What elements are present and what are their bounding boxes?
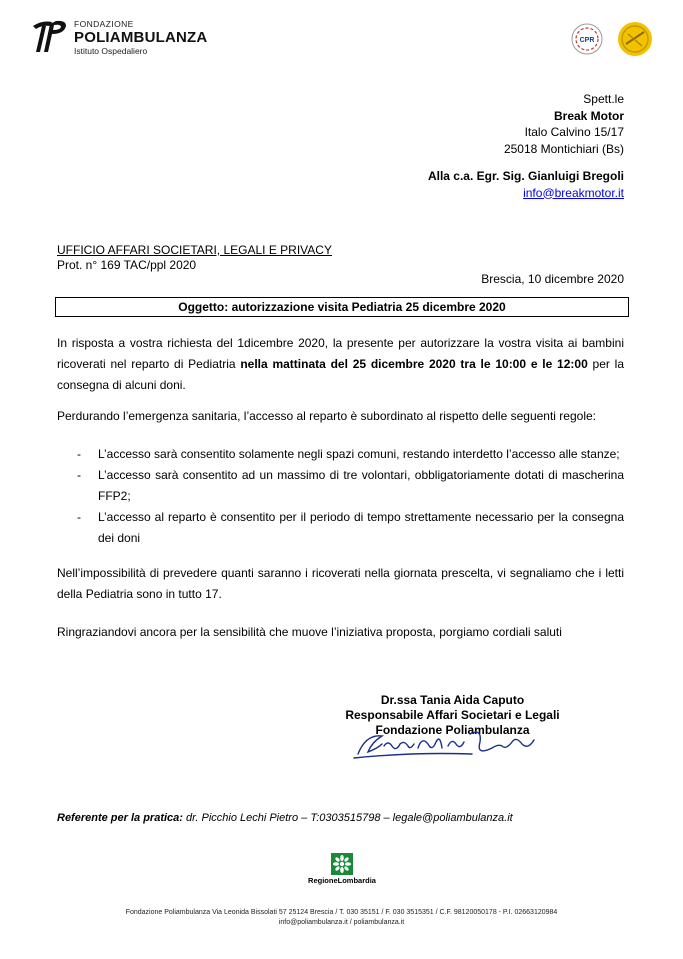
paragraph-3: Nell’impossibilità di prevedere quanti saranno i ricoverati nella giornata prescelta, vi segnaliamo che i letti della Pediatria sono in tutto 17.	[57, 566, 624, 601]
recipient-block	[504, 91, 624, 157]
recipient-company: Break Motor	[553, 108, 624, 123]
paragraph-4: Ringraziandovi ancora per la sensibilità che muove l’iniziativa proposta, porgiamo cordiali saluti	[57, 625, 562, 639]
rule-text: L’accesso sarà consentito ad un massimo di tre volontari, obbligatoriamente dotati di mascherina FFP2;	[98, 468, 624, 503]
rule-text: L’accesso al reparto è consentito per il periodo di tempo strettamente necessario per la consegna dei doni	[98, 510, 624, 545]
list-dash: -	[77, 468, 81, 482]
footer-contacts: info@poliambulanza.it / poliambulanza.it	[278, 919, 405, 926]
cpr-label: CPR	[579, 37, 595, 44]
list-item	[57, 444, 624, 465]
attention-line: Alla c.a. Egr. Sig. Gianluigi Bregoli	[427, 169, 624, 183]
handwritten-signature	[352, 724, 542, 762]
regione-lombardia-label: RegioneLombardia	[308, 876, 376, 885]
logo-name: POLIAMBULANZA	[74, 28, 208, 46]
paragraph-1-text-a: In risposta a vostra richiesta del 1dicembre 2020, la presente per autorizzare la vostra visita ai bambini ricoverati nel reparto di Pediatria	[57, 336, 624, 371]
regione-lombardia-icon	[331, 853, 353, 875]
logo-wordmark	[74, 20, 207, 55]
recipient-email-link[interactable]: info@breakmotor.it	[523, 185, 624, 200]
rule-text: L’accesso sarà consentito solamente negli spazi comuni, restando interdetto l’accesso alle stanze;	[98, 447, 620, 461]
paragraph-1	[57, 333, 624, 396]
recipient-street: Italo Calvino 15/17	[524, 125, 624, 139]
referent-line	[57, 812, 513, 824]
paragraph-1-text-b: per la consegna di alcuni doni.	[57, 357, 624, 392]
rules-list	[57, 444, 624, 549]
attention-block	[428, 168, 624, 201]
list-dash: -	[77, 447, 81, 461]
footer	[60, 908, 623, 928]
footer-org-name: Fondazione Poliambulanza	[125, 909, 211, 916]
paragraph-1-bold: nella mattinata del 25 dicembre 2020 tra le 10:00 e le 12:00	[240, 357, 588, 371]
signer-name: Dr.ssa Tania Aida Caputo	[380, 693, 525, 707]
recipient-city: 25018 Montichiari (Bs)	[503, 141, 624, 156]
referent-label: Referente per la pratica:	[57, 812, 183, 824]
protocol-number: Prot. n° 169 TAC/ppl 2020	[57, 258, 197, 272]
letter-date: Brescia, 10 dicembre 2020	[481, 272, 624, 286]
logo-subtitle: Istituto Ospedaliero	[74, 45, 148, 56]
office-block	[57, 243, 332, 273]
list-dash: -	[77, 510, 81, 524]
subject-line: Oggetto: autorizzazione visita Pediatria 25 dicembre 2020	[55, 297, 629, 317]
referent-text: dr. Picchio Lechi Pietro – T:0303515798 – legale@poliambulanza.it	[182, 812, 513, 824]
footer-address: Via Leonida Bissolati 57 25124 Brescia / T. 030 35151 / F. 030 3515351 / C.F. 98120050178 - P.I. 02663120984	[210, 909, 558, 916]
signer-role: Responsabile Affari Societari e Legali	[345, 708, 560, 722]
recipient-salutation: Spett.le	[583, 92, 624, 106]
quality-seal-icon	[616, 20, 654, 58]
signer-org: Fondazione Poliambulanza	[375, 723, 530, 737]
cpr-certification-icon	[570, 22, 604, 56]
paragraph-2: Perdurando l’emergenza sanitaria, l’accesso al reparto è subordinato al rispetto delle seguenti regole:	[57, 409, 596, 423]
office-name: UFFICIO AFFARI SOCIETARI, LEGALI E PRIVACY	[57, 243, 332, 257]
list-item	[57, 465, 624, 507]
poliambulanza-logo-icon	[30, 18, 70, 54]
logo-fondazione: FONDAZIONE	[74, 19, 134, 29]
list-item	[57, 507, 624, 549]
